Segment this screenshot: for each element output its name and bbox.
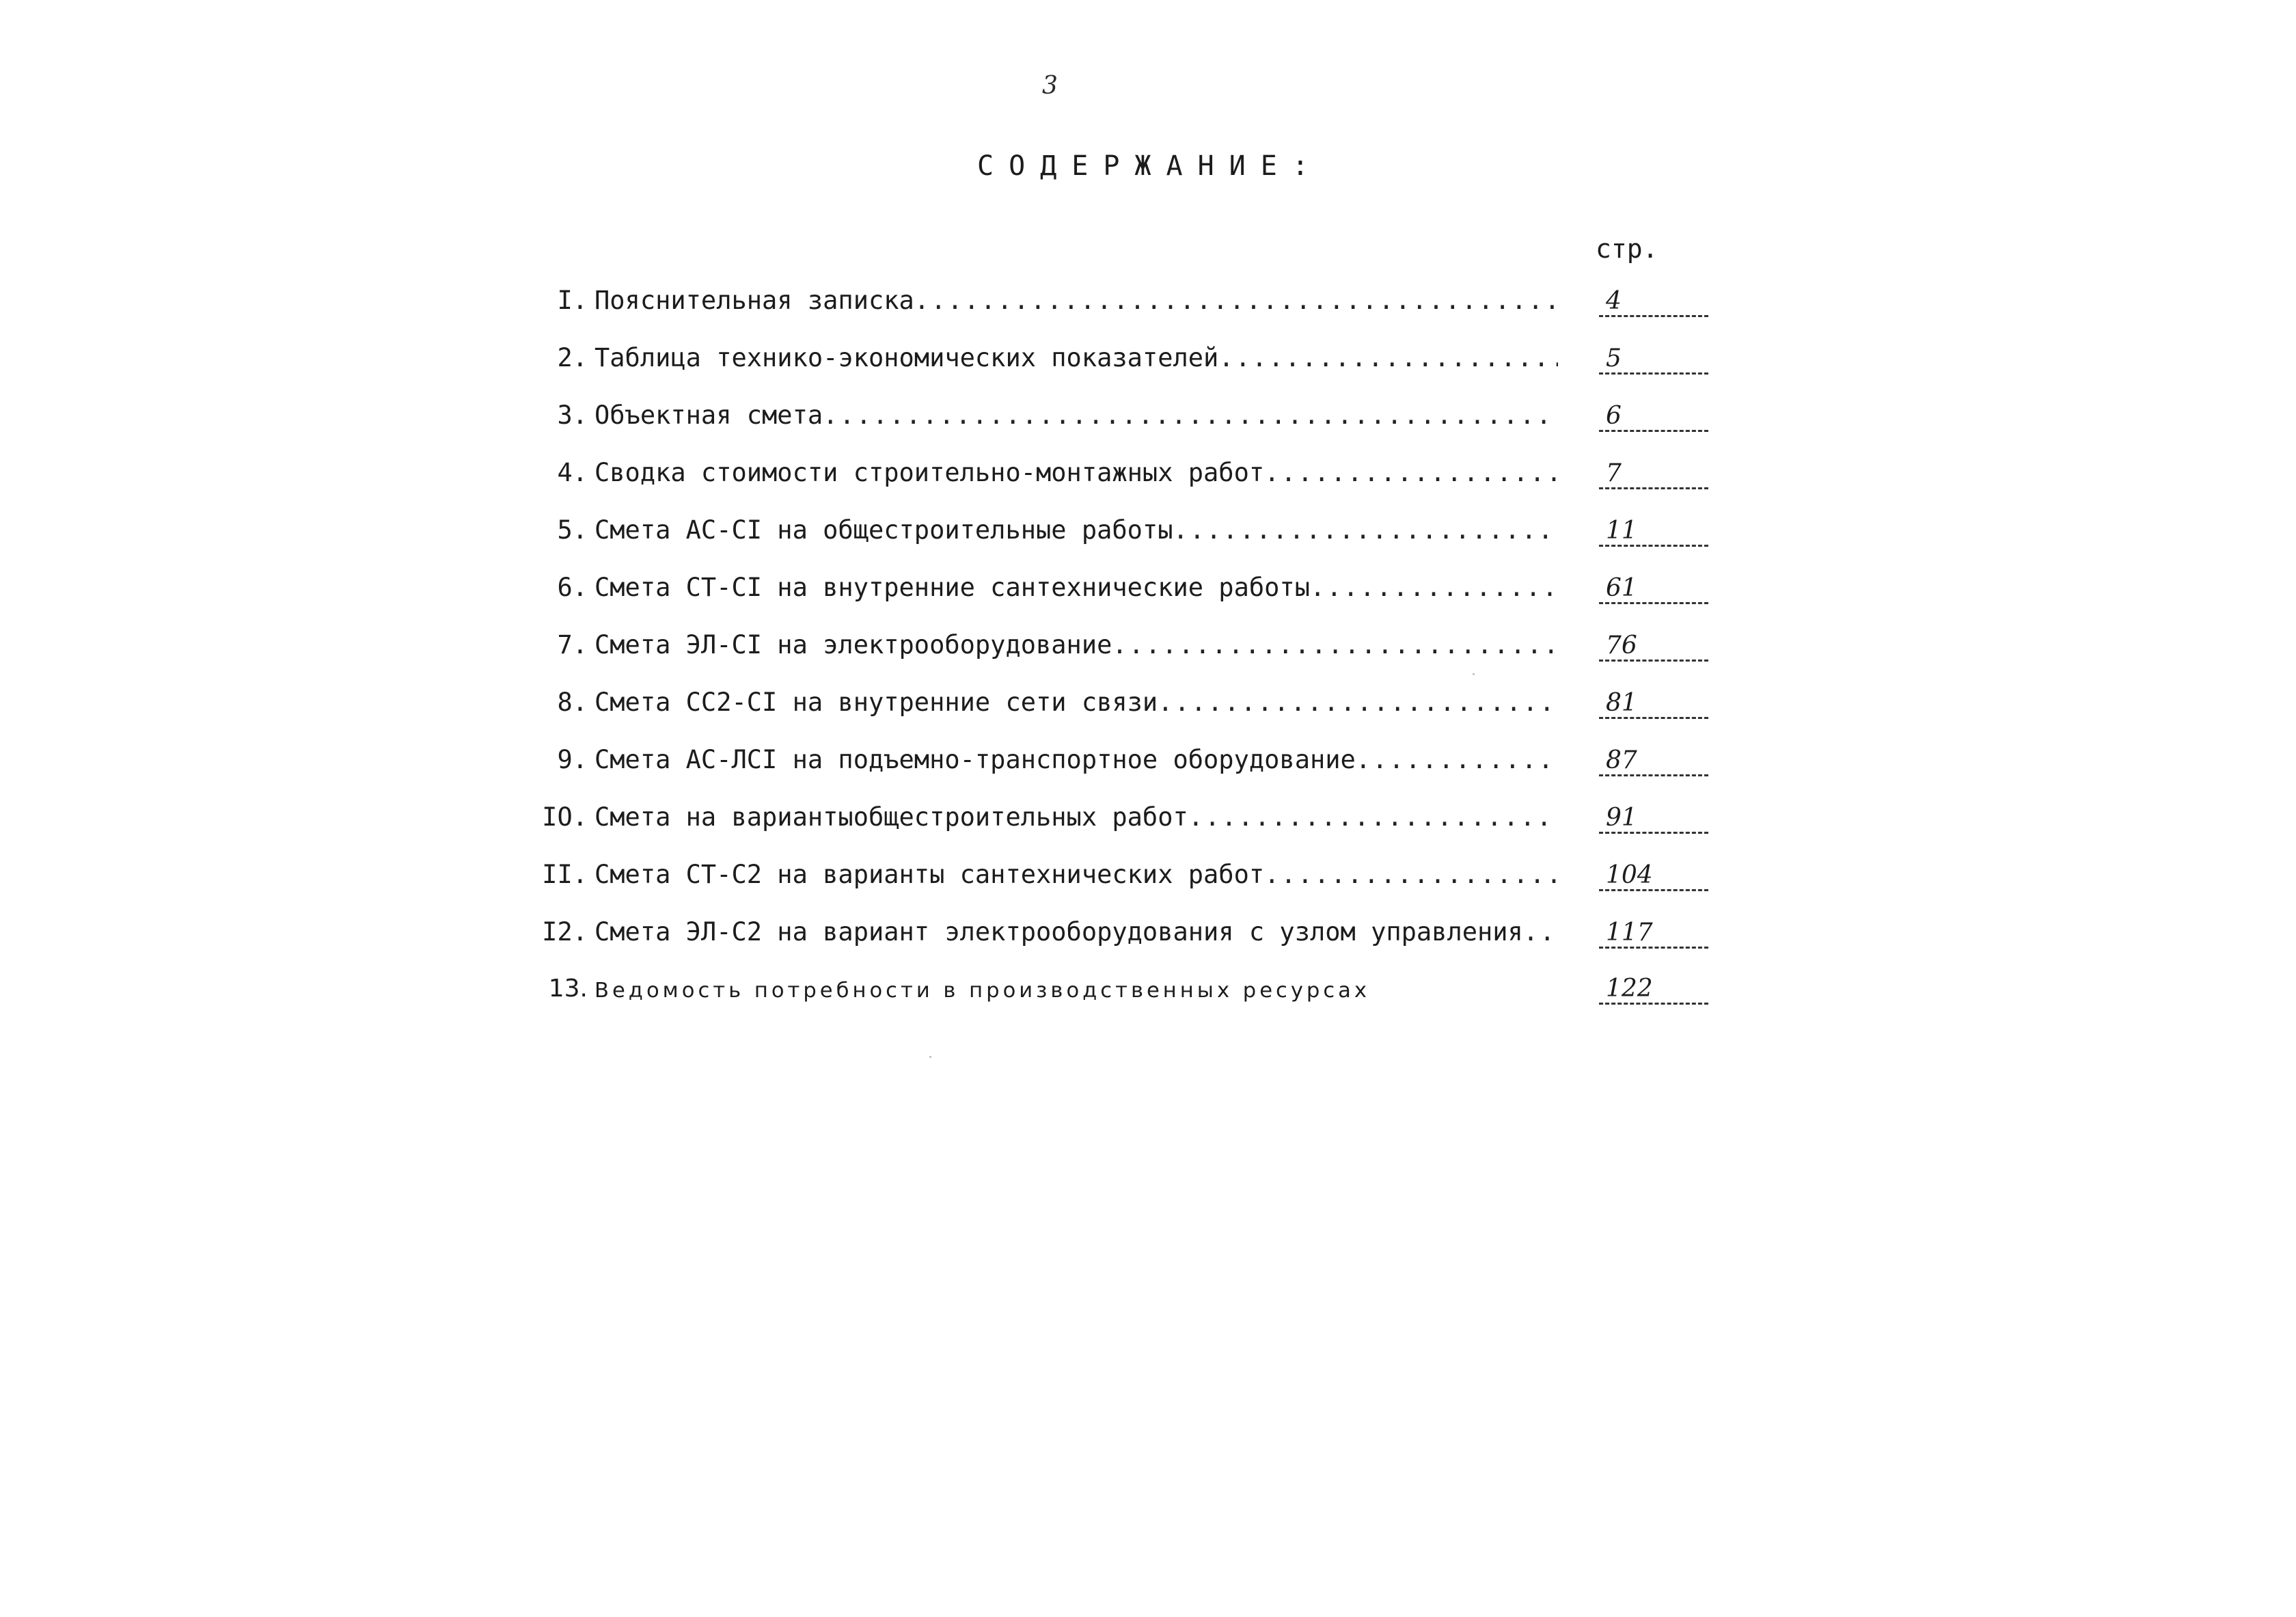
toc-item-number: 5. xyxy=(557,515,588,545)
toc-item xyxy=(519,573,1708,630)
toc-item-title: Смета СТ-СI на внутренние сантехнические работы xyxy=(594,573,1310,602)
toc-item-number: 8. xyxy=(557,688,588,717)
toc-item xyxy=(519,688,1708,745)
toc-item-title: Пояснительная записка xyxy=(594,286,914,315)
toc-item-number: I. xyxy=(557,286,588,315)
scan-speck xyxy=(1473,673,1475,675)
toc-item xyxy=(519,286,1708,343)
toc-item-page: 7 xyxy=(1599,460,1708,489)
toc-item xyxy=(519,400,1708,458)
toc-leader-dots xyxy=(1310,573,1558,602)
toc-item-title: Сводка стоимости строительно-монтажных работ xyxy=(594,458,1265,487)
toc-item-page: 61 xyxy=(1599,575,1708,604)
toc-item-page: 76 xyxy=(1599,632,1708,662)
page-number: 3 xyxy=(1042,72,1058,100)
toc-item-number: 2. xyxy=(557,343,588,372)
toc-leader-dots xyxy=(1173,515,1558,545)
toc-leader-dots xyxy=(1218,343,1558,372)
table-of-contents xyxy=(519,286,1708,1032)
toc-item xyxy=(519,515,1708,573)
toc-item-page: 104 xyxy=(1599,862,1708,891)
toc-leader-dots xyxy=(1158,688,1558,717)
toc-leader-dots xyxy=(823,400,1558,430)
toc-item-page: 81 xyxy=(1599,690,1708,719)
toc-item-title: Смета на вариантыобщестроительных работ xyxy=(594,802,1188,832)
toc-item-number: 6. xyxy=(557,573,588,602)
page-column-label: стр. xyxy=(1596,234,1658,264)
toc-leader-dots xyxy=(1112,630,1558,660)
toc-item-title: Смета СС2-СI на внутренние сети связи xyxy=(594,688,1158,717)
toc-item-number: II. xyxy=(542,860,588,889)
toc-item-title: Смета АС-СI на общестроительные работы xyxy=(594,515,1173,545)
toc-item-title: Смета ЭЛ-СI на электрооборудование xyxy=(594,630,1112,660)
toc-item-page: 87 xyxy=(1599,747,1708,776)
toc-item-title: Ведомость потребности в производственных ресурсах xyxy=(594,978,1371,1003)
toc-item-page: 4 xyxy=(1599,288,1708,317)
toc-item-number: 13. xyxy=(548,975,588,1003)
toc-item-number: IO. xyxy=(542,802,588,832)
toc-item-title: Смета ЭЛ-С2 на вариант электрооборудования с узлом управления xyxy=(594,917,1523,947)
toc-item-title: Смета СТ-С2 на варианты сантехнических работ xyxy=(594,860,1265,889)
toc-item-page: 11 xyxy=(1599,517,1708,547)
document-title: СОДЕРЖАНИЕ: xyxy=(977,150,1324,182)
toc-item-number: I2. xyxy=(542,917,588,947)
toc-item xyxy=(519,343,1708,400)
scan-speck xyxy=(929,1056,931,1058)
toc-leader-dots xyxy=(1188,802,1558,832)
toc-leader-dots xyxy=(1264,860,1558,889)
toc-item-number: 4. xyxy=(557,458,588,487)
toc-item xyxy=(519,745,1708,802)
toc-item-page: 6 xyxy=(1599,403,1708,432)
toc-item xyxy=(519,630,1708,688)
toc-item xyxy=(519,802,1708,860)
toc-item xyxy=(519,860,1708,917)
toc-leader-dots xyxy=(1523,917,1558,947)
toc-item-title: Таблица технико-экономических показателей xyxy=(594,343,1219,372)
toc-leader-dots xyxy=(1264,458,1558,487)
toc-leader-dots xyxy=(1356,745,1558,774)
toc-item-number: 9. xyxy=(557,745,588,774)
toc-item xyxy=(519,917,1708,975)
toc-item xyxy=(519,458,1708,515)
toc-item-number: 7. xyxy=(557,630,588,660)
toc-item-page: 5 xyxy=(1599,345,1708,375)
toc-leader-dots xyxy=(914,286,1558,315)
toc-item-page: 91 xyxy=(1599,804,1708,834)
toc-item-number: 3. xyxy=(557,400,588,430)
toc-item-title: Объектная смета xyxy=(594,400,823,430)
toc-item-page: 122 xyxy=(1599,975,1708,1005)
toc-item-title: Смета АС-ЛСI на подъемно-транспортное оборудование xyxy=(594,745,1356,774)
toc-item xyxy=(519,975,1708,1032)
toc-item-page: 117 xyxy=(1599,919,1708,949)
